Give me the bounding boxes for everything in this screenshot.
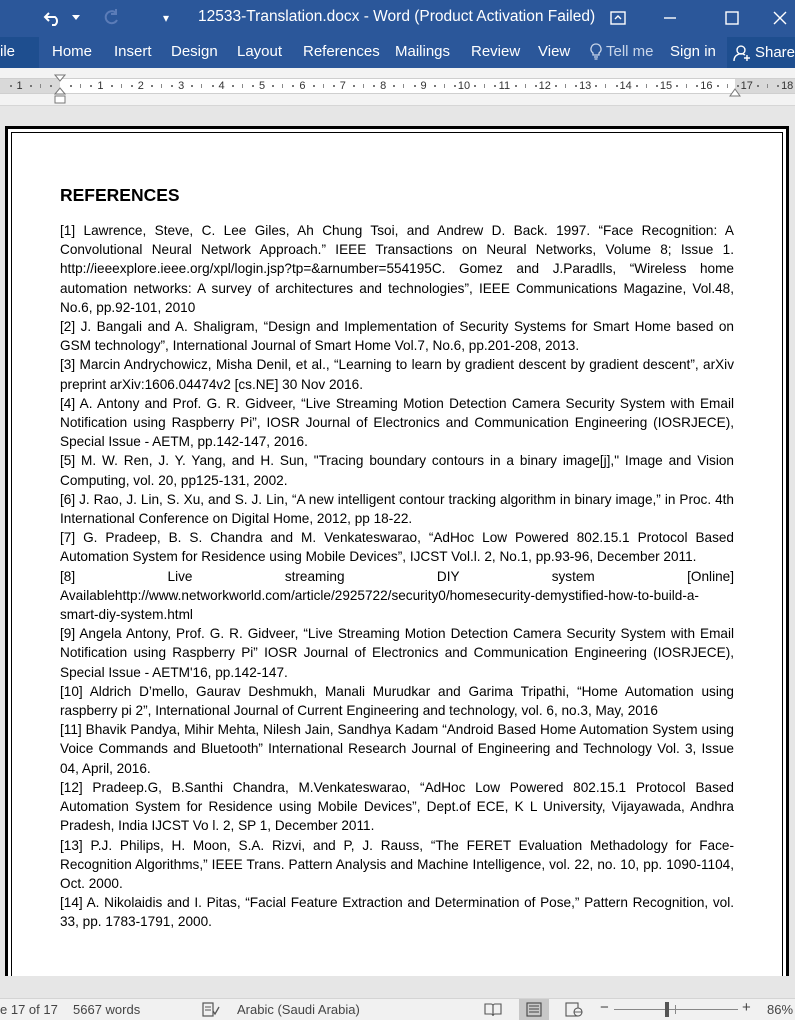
- ruler-number: 4: [218, 80, 225, 92]
- maximize-button[interactable]: [712, 0, 752, 35]
- ruler-tick: [242, 84, 243, 88]
- ruler-dot: [636, 85, 638, 87]
- ruler-dot: [717, 85, 719, 87]
- ruler-number: 5: [258, 80, 266, 92]
- ruler-dot: [595, 85, 597, 87]
- reference-item: [12] Pradeep.G, B.Santhi Chandra, M.Venkateswarao, “AdHoc Low Powered 802.15.1 Protocol Based Automation System for Residence using Mobile Devices”, Dept.of ECE, K L University, Vijayawada, Andhra Pradesh, India IJCST Vo l. 2, SP 1, December 2011.: [60, 779, 734, 834]
- ruler-number: 12: [538, 80, 551, 92]
- ruler-number: 3: [178, 80, 185, 92]
- ruler-number: 7: [339, 80, 346, 92]
- ruler-dot: [434, 85, 436, 87]
- ruler-tick: [767, 84, 768, 88]
- ruler-tick: [605, 84, 606, 88]
- ruler-dot: [474, 85, 476, 87]
- ruler-number: 10: [457, 80, 471, 92]
- ruler-dot: [212, 85, 214, 87]
- redo-icon: [102, 9, 120, 27]
- tab-layout[interactable]: Layout: [237, 43, 283, 60]
- right-indent-marker-icon[interactable]: [729, 88, 741, 98]
- tab-review[interactable]: Review: [471, 43, 521, 60]
- ruler-dot: [777, 85, 779, 87]
- reference-item: [13] P.J. Philips, H. Moon, S.A. Rizvi, and P, J. Rauss, “The FERET Evaluation Methadology for Face-Recognition Algorithms,” IEEE Trans. Pattern Analysis and Machine Intelligence, vol. 22, no. 10, pp. 1090-1104, Oct. 2000.: [60, 837, 734, 891]
- ruler-dot: [696, 85, 698, 87]
- undo-button[interactable]: [38, 0, 68, 35]
- ruler-dot: [616, 85, 618, 87]
- document-canvas[interactable]: [0, 106, 795, 976]
- ruler-dot: [333, 85, 335, 87]
- tab-file-label: ile: [0, 43, 16, 60]
- reference-item: [10] Aldrich D’mello, Gaurav Deshmukh, Manali Murudkar and Garima Tripathi, “Home Automation using raspberry pi 2”, International Journal of Current Engineering and technology, vol. 6, no.3, May, 2016: [60, 683, 734, 719]
- sign-in-link[interactable]: Sign in: [670, 43, 716, 60]
- tab-file[interactable]: [0, 37, 39, 68]
- zoom-slider-thumb[interactable]: [665, 1002, 669, 1017]
- ruler-tick: [80, 84, 81, 88]
- ruler-number: 14: [619, 80, 632, 92]
- title-bar: [0, 0, 795, 35]
- ruler-strip: [0, 78, 795, 94]
- ruler-tick: [121, 84, 122, 88]
- tab-references[interactable]: References: [303, 43, 380, 60]
- ruler-number: 8: [380, 80, 387, 92]
- ruler-dot: [535, 85, 537, 87]
- customize-qat-button[interactable]: [158, 0, 174, 35]
- ruler-tick: [363, 84, 364, 88]
- tab-home[interactable]: Home: [52, 43, 93, 60]
- customize-qat-icon: ▾: [162, 10, 170, 25]
- tab-view[interactable]: View: [538, 43, 571, 60]
- close-button[interactable]: [765, 0, 795, 35]
- ruler-tick: [565, 84, 566, 88]
- zoom-level[interactable]: 86%: [767, 1002, 794, 1017]
- language-indicator[interactable]: Arabic (Saudi Arabia): [237, 1002, 360, 1017]
- reference-item: [1] Lawrence, Steve, C. Lee Giles, Ah Chung Tsoi, and Andrew D. Back. 1997. “Face Recognition: A Convolutional Neural Network Approach.” IEEE Transactions on Neural Networks, Volume 8; Issue 1. http://ieeexplore.ieee.org/xpl/login.jsp?tp=&arnumber=554195C. Gomez and J.Paradlls, “Wireless home automation networks: A survey of architectures and technologies”, IEEE Communications Magazine, Vol.48, No.6, pp.92-101, 2010: [60, 223, 734, 315]
- reference-item: [3] Marcin Andrychowicz, Misha Denil, et al., “Learning to learn by gradient descent by gradient descent”, arXiv preprint arXiv:1606.04474v2 [cs.NE] 30 Nov 2016.: [60, 357, 734, 392]
- ruler-dot: [454, 85, 456, 87]
- reference-item: [5] M. W. Ren, J. Y. Yang, and H. Sun, "Tracing boundary contours in a binary image[j]," Image and Vision Computing, vol. 20, pp125-131, 2002.: [60, 453, 734, 488]
- ruler-dot: [313, 85, 315, 87]
- ruler-number: 18: [781, 80, 794, 92]
- chevron-down-icon: [72, 15, 80, 21]
- ruler-dot: [555, 85, 557, 87]
- print-layout-icon: [526, 1002, 542, 1017]
- ruler-number: 6: [299, 80, 306, 92]
- ruler-tick: [727, 84, 728, 88]
- ruler-dot: [515, 85, 517, 87]
- ruler-number: 13: [579, 80, 592, 92]
- ruler-tick: [323, 84, 324, 88]
- minimize-icon: [663, 11, 677, 25]
- ruler-number: 1: [97, 80, 104, 92]
- document-page[interactable]: [5, 126, 789, 976]
- references-list[interactable]: [60, 221, 734, 932]
- redo-button[interactable]: [98, 0, 124, 35]
- zoom-slider-center-mark: [675, 1005, 676, 1014]
- share-button[interactable]: [727, 37, 795, 68]
- ruler-tick: [282, 84, 283, 88]
- ruler-tick: [403, 84, 404, 88]
- ruler-dot: [737, 85, 739, 87]
- ruler-number: 15: [659, 80, 673, 92]
- reference-item: [2] J. Bangali and A. Shaligram, “Design and Implementation of Security Systems for Smart Home based on GSM technology”, International Journal of Smart Home Vol.7, No.6, pp.201-208, 2013.: [60, 319, 734, 354]
- ruler-tick: [525, 84, 526, 88]
- ruler-tick: [484, 84, 485, 88]
- ruler-tick: [444, 84, 445, 88]
- ruler-dot: [656, 85, 658, 87]
- reference-item: [14] A. Nikolaidis and I. Pitas, “Facial Feature Extraction and Determination of Pose,” Pattern Recognition, vol. 33, pp. 1783-1791, 2000.: [60, 895, 734, 930]
- ruler-dot: [575, 85, 577, 87]
- reference-item: [11] Bhavik Pandya, Mihir Mehta, Nilesh Jain, Sandhya Kadam “Android Based Home Automation System using Voice Commands and Bluetooth” International Research Journal of Engineering and Technology Vol. 3, Issue 04, April, 2016.: [60, 722, 734, 776]
- tab-mailings[interactable]: Mailings: [395, 43, 451, 60]
- ruler-tick: [161, 84, 162, 88]
- status-bar: [0, 998, 795, 1020]
- ruler-dot: [70, 85, 72, 87]
- zoom-slider-track[interactable]: [614, 1009, 738, 1010]
- ruler-number: 16: [700, 80, 713, 92]
- ruler-tick: [686, 84, 687, 88]
- ruler-number: 9: [420, 80, 427, 92]
- ribbon-tabs: [0, 35, 795, 68]
- word-count[interactable]: 5667 words: [73, 1002, 141, 1017]
- references-heading: REFERENCES: [60, 185, 180, 205]
- ruler-dot: [757, 85, 759, 87]
- ruler-dot: [111, 85, 113, 87]
- ruler-dot: [272, 85, 274, 87]
- reference-item: [7] G. Pradeep, B. S. Chandra and M. Venkateswarao, “AdHoc Low Powered 802.15.1 Protocol Based Automation System for Residence using Mobile Devices”, IJCST Vol.l. 2, No.1, pp.93-96, December 2011.: [60, 530, 734, 565]
- web-layout-icon[interactable]: [565, 1002, 583, 1017]
- ruler-number: 2: [137, 80, 144, 92]
- ribbon-display-options-button[interactable]: [598, 0, 638, 35]
- horizontal-ruler[interactable]: [0, 68, 795, 106]
- ruler-number: 1: [16, 80, 23, 92]
- ruler-dot: [353, 85, 355, 87]
- proofing-icon[interactable]: [202, 1002, 220, 1017]
- ruler-dot: [494, 85, 496, 87]
- ruler-dot: [50, 85, 52, 87]
- window-title: 12533-Translation.docx - Word (Product Activation Failed): [198, 8, 596, 25]
- ruler-number: 17: [740, 80, 753, 92]
- ruler-dot: [393, 85, 395, 87]
- ruler-dot: [10, 85, 12, 87]
- ruler-dot: [292, 85, 294, 87]
- ruler-dot: [676, 85, 678, 87]
- ruler-tick: [40, 84, 41, 88]
- page-count[interactable]: e 17 of 17: [0, 1002, 58, 1017]
- ruler-dot: [373, 85, 375, 87]
- ruler-dot: [30, 85, 32, 87]
- maximize-icon: [725, 11, 739, 25]
- reference-item: [6] J. Rao, J. Lin, S. Xu, and S. J. Lin, “A new intelligent contour tracking algorithm in binary image,” in Proc. 4th International Conference on Digital Home, 2012, pp 18-22.: [60, 491, 734, 527]
- zoom-in-button[interactable]: +: [742, 999, 751, 1016]
- ruler-tick: [201, 84, 202, 88]
- undo-icon: [43, 10, 63, 26]
- ruler-dot: [131, 85, 133, 87]
- tell-me-search[interactable]: [590, 43, 654, 60]
- ruler-dot: [151, 85, 153, 87]
- read-mode-icon[interactable]: [484, 1002, 502, 1017]
- ruler-dot: [90, 85, 92, 87]
- ruler-dot: [232, 85, 234, 87]
- print-layout-button[interactable]: [519, 999, 549, 1020]
- lightbulb-icon: [590, 43, 602, 60]
- ruler-dot: [252, 85, 254, 87]
- ruler-dot: [171, 85, 173, 87]
- reference-item: [8] Live streaming DIY system [Online] Availablehttp://www.networkworld.com/article/2925722/security0/homesecurity-demystified-how-to-build-a-smart-diy-system.html: [60, 568, 734, 623]
- tab-design[interactable]: Design: [171, 43, 218, 60]
- tell-me-label: Tell me: [606, 43, 654, 60]
- zoom-out-button[interactable]: −: [600, 999, 609, 1016]
- undo-dropdown-button[interactable]: [68, 0, 84, 35]
- ruler-number: 11: [498, 80, 511, 92]
- tab-insert[interactable]: Insert: [114, 43, 152, 60]
- minimize-button[interactable]: [650, 0, 690, 35]
- ruler-tick: [646, 84, 647, 88]
- person-add-icon: [733, 44, 751, 62]
- share-label: Share: [754, 44, 795, 61]
- ribbon-display-icon: [610, 11, 626, 25]
- close-icon: [773, 11, 787, 25]
- reference-item: [4] A. Antony and Prof. G. R. Gidveer, “Live Streaming Motion Detection Camera Security System with Email Notification using Raspberry Pi”, IOSR Journal of Electronics and Communication Engineering (IOSRJECE), Special Issue - AETM, pp.142-147, 2016.: [60, 395, 734, 450]
- ruler-dot: [414, 85, 416, 87]
- indent-marker-icon[interactable]: [54, 74, 66, 106]
- reference-item: [9] Angela Antony, Prof. G. R. Gidveer, “Live Streaming Motion Detection Camera Security System with Email Notification using Raspberry Pi” IOSR Journal of Electronics and Communication Engineering (IOSRJECE), Special Issue - AETM'16, pp.142-147.: [60, 626, 734, 680]
- ruler-dot: [191, 85, 193, 87]
